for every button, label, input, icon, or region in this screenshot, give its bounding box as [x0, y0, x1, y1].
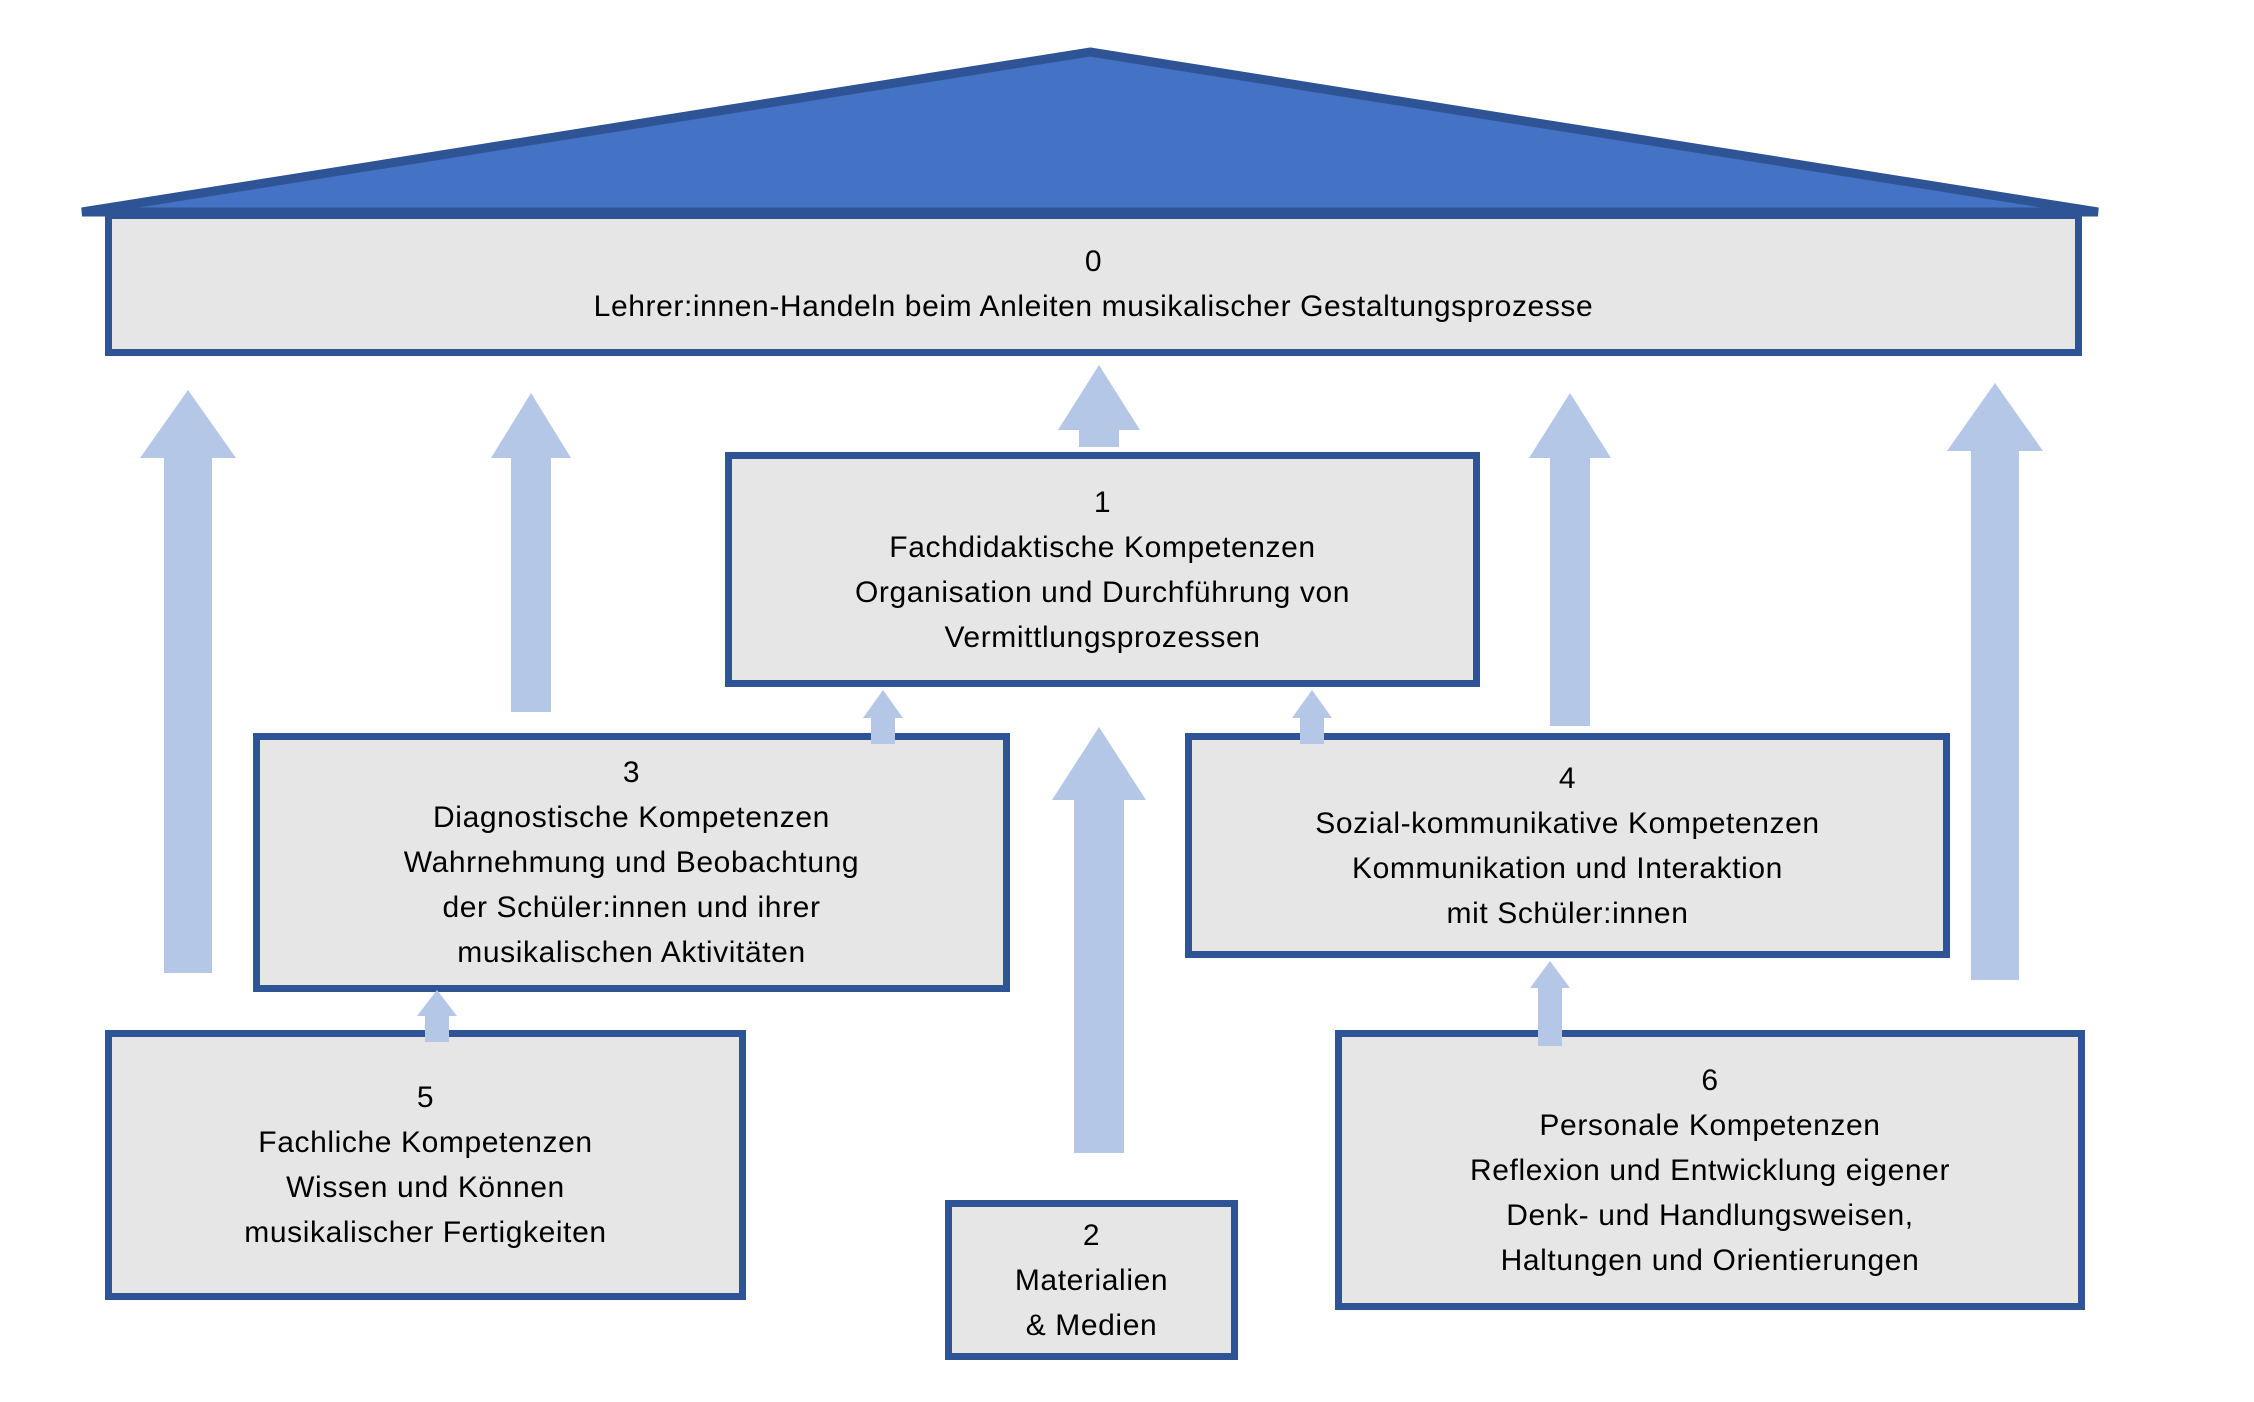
box-4-number: 4	[1558, 761, 1577, 795]
box-2-number: 2	[1082, 1218, 1101, 1252]
box-1-fachdidaktische-kompetenzen	[725, 452, 1480, 687]
roof-triangle	[82, 52, 2098, 212]
box-1-line-3: Vermittlungsprozessen	[944, 620, 1261, 654]
box-0-number: 0	[1084, 245, 1103, 278]
arrow-up-center-top	[1058, 365, 1140, 447]
box-2-line-2: & Medien	[1025, 1308, 1158, 1342]
box-6-line-1: Personale Kompetenzen	[1539, 1108, 1881, 1142]
arrow-box2-to-box1	[1052, 727, 1146, 1153]
box-6-line-3: Denk- und Handlungsweisen,	[1506, 1198, 1914, 1232]
box-5-line-1: Fachliche Kompetenzen	[258, 1126, 593, 1159]
arrow-up-left-mid	[491, 393, 571, 712]
box-0-line-1: Lehrer:innen-Handeln beim Anleiten musikalischer Gestaltungsprozesse	[593, 290, 1594, 323]
box-5-line-2: Wissen und Können	[286, 1171, 565, 1204]
box-5-line-3: musikalischer Fertigkeiten	[244, 1216, 607, 1249]
box-1-number: 1	[1093, 485, 1112, 519]
box-3-number: 3	[622, 756, 641, 789]
box-2-materialien-medien	[945, 1200, 1238, 1360]
arrow-up-right-mid	[1529, 393, 1611, 726]
box-6-personale-kompetenzen	[1335, 1030, 2085, 1310]
box-3-line-1: Diagnostische Kompetenzen	[433, 801, 830, 834]
box-4-sozial-kommunikative-kompetenzen	[1185, 733, 1950, 958]
box-6-line-4: Haltungen und Orientierungen	[1500, 1243, 1920, 1277]
box-4-line-3: mit Schüler:innen	[1446, 896, 1689, 930]
box-5-fachliche-kompetenzen	[105, 1030, 746, 1300]
box-6-number: 6	[1701, 1063, 1719, 1097]
box-3-line-4: musikalischen Aktivitäten	[457, 936, 806, 969]
box-2-line-1: Materialien	[1014, 1263, 1169, 1297]
box-0-lehrerinnen-handeln	[105, 212, 2082, 356]
box-4-line-1: Sozial-kommunikative Kompetenzen	[1315, 806, 1820, 840]
box-1-line-2: Organisation und Durchführung von	[854, 575, 1351, 609]
box-4-line-2: Kommunikation und Interaktion	[1352, 851, 1783, 885]
arrow-up-far-right	[1947, 383, 2043, 980]
box-5-number: 5	[416, 1081, 435, 1114]
box-3-line-2: Wahrnehmung und Beobachtung	[403, 846, 860, 879]
box-3-line-3: der Schüler:innen und ihrer	[442, 891, 821, 924]
box-3-diagnostische-kompetenzen	[253, 733, 1010, 992]
box-6-line-2: Reflexion und Entwicklung eigener	[1469, 1153, 1951, 1187]
box-1-line-1: Fachdidaktische Kompetenzen	[889, 530, 1316, 564]
arrow-up-far-left	[140, 390, 236, 973]
